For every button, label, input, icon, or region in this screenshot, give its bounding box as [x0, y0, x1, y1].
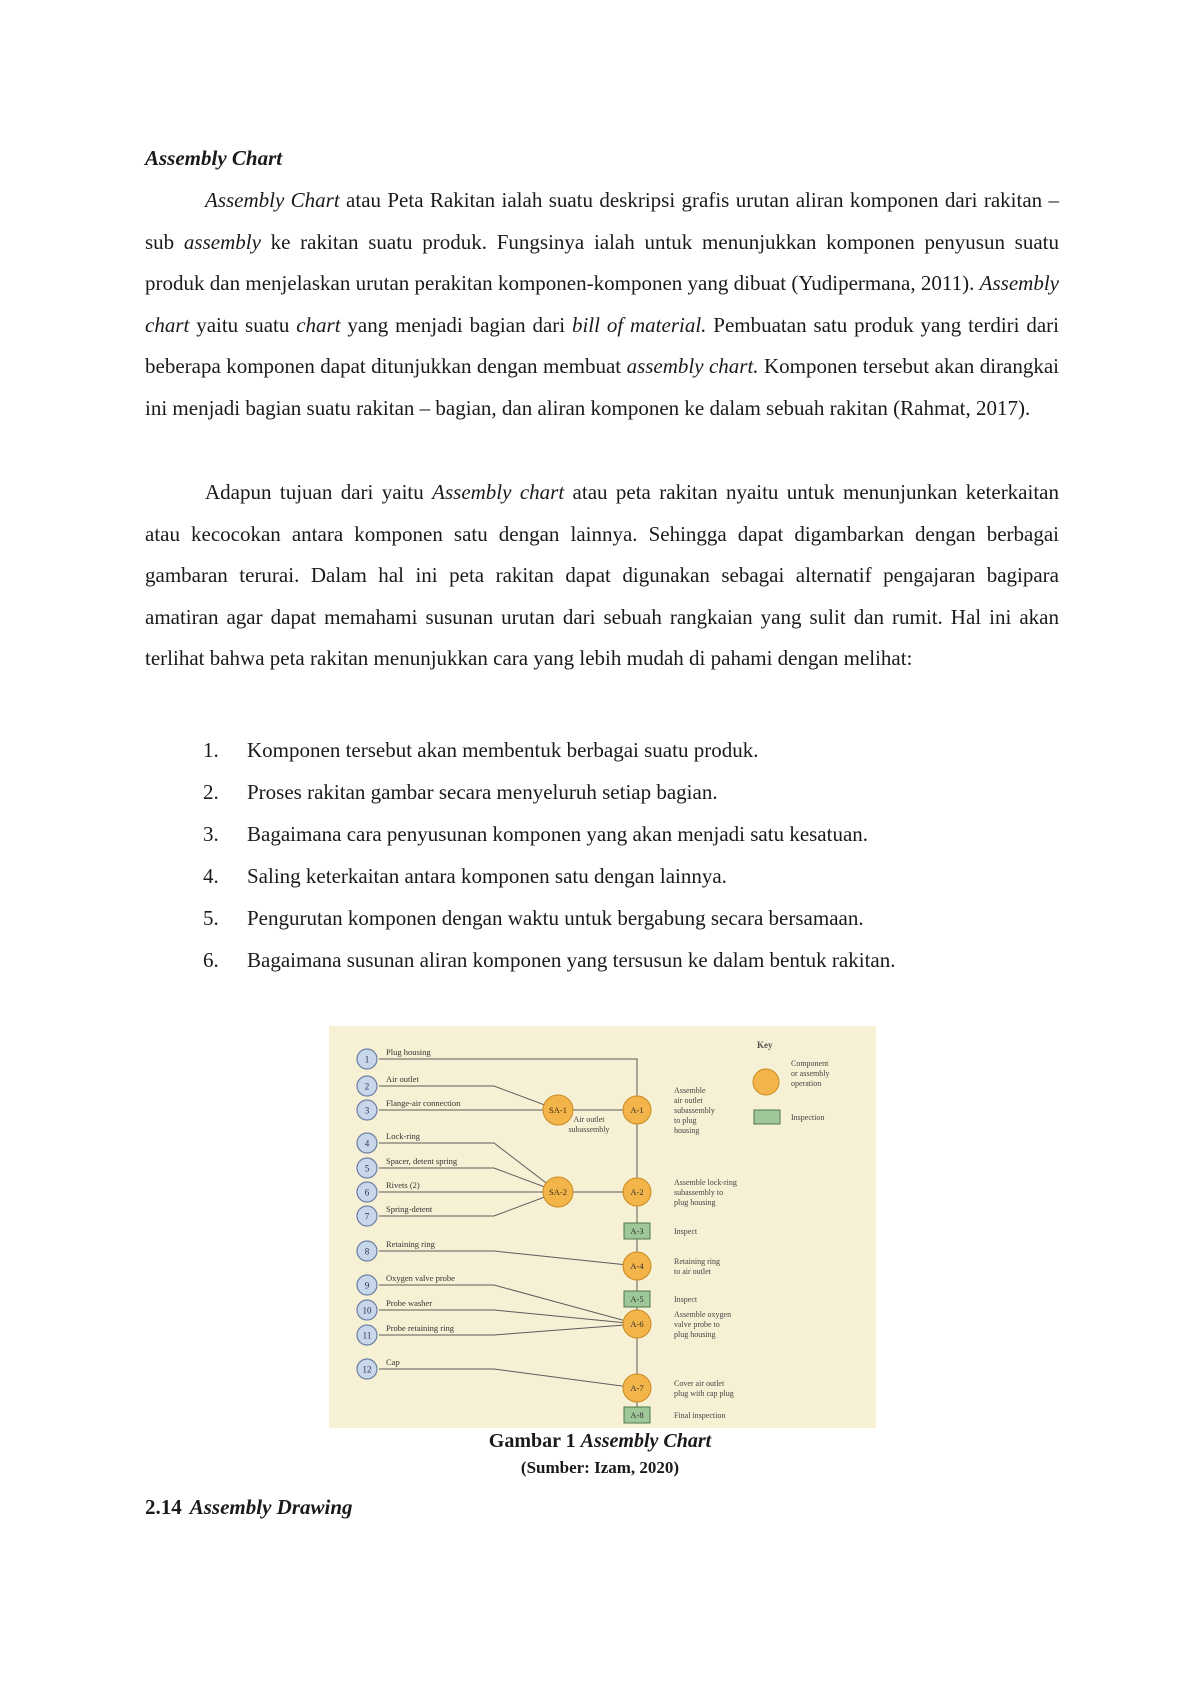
term-bill-of-material: bill of material.	[571, 312, 707, 337]
operation-description: to plug	[674, 1116, 697, 1125]
operation-description: plug housing	[674, 1330, 716, 1339]
para1-text-4: yang menjadi bagian dari	[340, 312, 572, 337]
term-assembly-chart: Assembly Chart	[205, 188, 340, 212]
list-number: 3.	[203, 822, 219, 846]
list-text: Bagaimana susunan aliran komponen yang tersusun ke dalam bentuk rakitan.	[247, 948, 896, 972]
operation-description: Inspect	[674, 1295, 698, 1304]
operation-description: Final inspection	[674, 1411, 726, 1420]
term-assembly-chart-3: assembly chart.	[626, 354, 759, 378]
operation-id: A-1	[630, 1105, 644, 1115]
list-number: 5.	[203, 906, 219, 930]
key-operation-circle	[753, 1069, 779, 1095]
part-label: Rivets (2)	[386, 1180, 420, 1190]
part-number: 10	[362, 1305, 372, 1316]
subassembly-id: SA-1	[549, 1105, 567, 1115]
operation-description: Cover air outlet	[674, 1379, 725, 1388]
para1-text-2: ke rakitan suatu produk. Fungsinya ialah untuk menunjukkan komponen penyusun suatu produk dan menjelaskan urutan perakitan komponen-komponen yang dibuat (Yudipermana, 2011).	[145, 229, 1059, 295]
para1-text-5: Pembuatan satu produk yang terdiri dari beberapa komponen dapat ditunjukkan dengan membuat	[145, 312, 1059, 378]
operation-description: valve probe to	[674, 1320, 720, 1329]
list-number: 4.	[203, 864, 219, 888]
part-label: Lock-ring	[386, 1131, 420, 1141]
list-number: 1.	[203, 738, 219, 762]
list-text: Saling keterkaitan antara komponen satu dengan lainnya.	[247, 864, 727, 888]
key-inspection-label: Inspection	[791, 1113, 825, 1122]
para1-text-6: Komponen tersebut akan dirangkai ini menjadi bagian suatu rakitan – bagian, dan aliran komponen ke dalam sebuah rakitan (Rahmat, 2017).	[145, 354, 1059, 420]
key-operation-label: or assembly	[791, 1069, 830, 1078]
operation-description: air outlet	[674, 1096, 703, 1105]
term-assembly-chart-4: Assembly chart	[432, 480, 565, 504]
part-number: 2	[364, 1081, 370, 1092]
term-chart: chart	[296, 312, 341, 337]
operation-description: Assemble lock-ring	[674, 1178, 737, 1187]
numbered-list	[145, 729, 1059, 981]
operation-id: A-4	[630, 1261, 644, 1271]
list-text: Komponen tersebut akan membentuk berbagai suatu produk.	[247, 738, 759, 762]
operation-description: plug with cap plug	[674, 1389, 734, 1398]
list-number: 6.	[203, 948, 219, 972]
list-item	[145, 771, 1059, 813]
figure-caption	[0, 1430, 1200, 1453]
part-number: 8	[364, 1246, 370, 1257]
part-label: Retaining ring	[386, 1239, 435, 1249]
paragraph-definition	[145, 180, 1059, 429]
subassembly-id: SA-2	[549, 1187, 567, 1197]
part-number: 5	[364, 1163, 370, 1174]
operation-description: plug housing	[674, 1198, 716, 1207]
operation-description: Assemble oxygen	[674, 1310, 732, 1319]
term-assembly-chart-2: Assembly chart	[145, 271, 1059, 337]
part-label: Flange-air connection	[386, 1098, 461, 1108]
operation-id: A-6	[630, 1319, 644, 1329]
part-number: 3	[364, 1105, 370, 1116]
list-item	[145, 813, 1059, 855]
figure-source: (Sumber: Izam, 2020)	[520, 1458, 680, 1477]
part-number: 11	[362, 1330, 372, 1341]
part-number: 1	[364, 1054, 370, 1065]
operation-description: subassembly to	[674, 1188, 724, 1197]
list-item	[145, 897, 1059, 939]
list-item	[145, 939, 1059, 981]
part-label: Cap	[386, 1357, 400, 1367]
part-number: 4	[364, 1138, 370, 1149]
para2-text-1: Adapun tujuan dari yaitu	[205, 480, 433, 504]
list-text: Proses rakitan gambar secara menyeluruh setiap bagian.	[247, 780, 718, 804]
part-number: 6	[364, 1187, 370, 1198]
paragraph-purpose	[145, 472, 1059, 680]
list-item	[145, 855, 1059, 897]
part-number: 7	[364, 1211, 370, 1222]
operation-id: A-5	[630, 1294, 644, 1304]
part-label: Probe retaining ring	[386, 1323, 454, 1333]
caption-prefix: Gambar 1	[488, 1430, 581, 1452]
list-item	[145, 729, 1059, 771]
part-number: 12	[362, 1364, 372, 1375]
operation-description: housing	[674, 1126, 700, 1135]
list-text: Bagaimana cara penyusunan komponen yang akan menjadi satu kesatuan.	[247, 822, 869, 846]
operation-description: to air outlet	[674, 1267, 711, 1276]
section-number: 2.14	[145, 1495, 182, 1519]
part-label: Plug housing	[386, 1047, 431, 1057]
subassembly-note: subassembly	[568, 1125, 610, 1134]
operation-id: A-7	[630, 1383, 644, 1393]
caption-title: Assembly Chart	[580, 1430, 712, 1452]
part-label: Spring-detent	[386, 1204, 433, 1214]
part-label: Air outlet	[386, 1074, 419, 1084]
part-label: Spacer, detent spring	[386, 1156, 458, 1166]
list-text: Pengurutan komponen dengan waktu untuk bergabung secara bersamaan.	[247, 906, 864, 930]
operation-description: subassembly	[674, 1106, 715, 1115]
operation-description: Assemble	[674, 1086, 706, 1095]
section-heading: Assembly Chart	[145, 146, 283, 170]
key-title: Key	[757, 1040, 773, 1050]
next-section-heading	[145, 1495, 353, 1520]
operation-id: A-8	[630, 1410, 644, 1420]
para1-text-1: atau Peta Rakitan ialah suatu deskripsi grafis urutan aliran komponen dari rakitan – sub	[145, 188, 1060, 254]
operation-description: Retaining ring	[674, 1257, 720, 1266]
key-operation-label: Component	[791, 1059, 829, 1068]
para2-text-2: atau peta rakitan nyaitu untuk menunjunkan keterkaitan atau kecocokan antara komponen satu dengan lainnya. Sehingga dapat digambarkan dengan berbagai gambaran terurai. Dalam hal ini peta rakitan dapat digunakan sebagai alternatif pengajaran bagipara amatiran agar dapat memahami susunan urutan dari sebuah rangkaian yang sulit dan rumit. Hal ini akan terlihat bahwa peta rakitan menunjukkan cara yang lebih mudah di pahami dengan melihat:	[145, 480, 1059, 670]
part-label: Probe washer	[386, 1298, 433, 1308]
operation-id: A-2	[630, 1187, 644, 1197]
assembly-chart-figure	[329, 1026, 876, 1428]
subassembly-note: Air outlet	[573, 1115, 605, 1124]
operation-description: Inspect	[674, 1227, 698, 1236]
part-label: Oxygen valve probe	[386, 1273, 455, 1283]
operation-id: A-3	[630, 1226, 644, 1236]
key-operation-label: operation	[791, 1079, 822, 1088]
section-title: Assembly Drawing	[189, 1495, 353, 1519]
key-inspection-box	[754, 1110, 780, 1124]
list-number: 2.	[203, 780, 219, 804]
para1-text-3: yaitu suatu	[189, 312, 297, 337]
part-number: 9	[364, 1280, 370, 1291]
term-assembly: assembly	[183, 229, 261, 254]
